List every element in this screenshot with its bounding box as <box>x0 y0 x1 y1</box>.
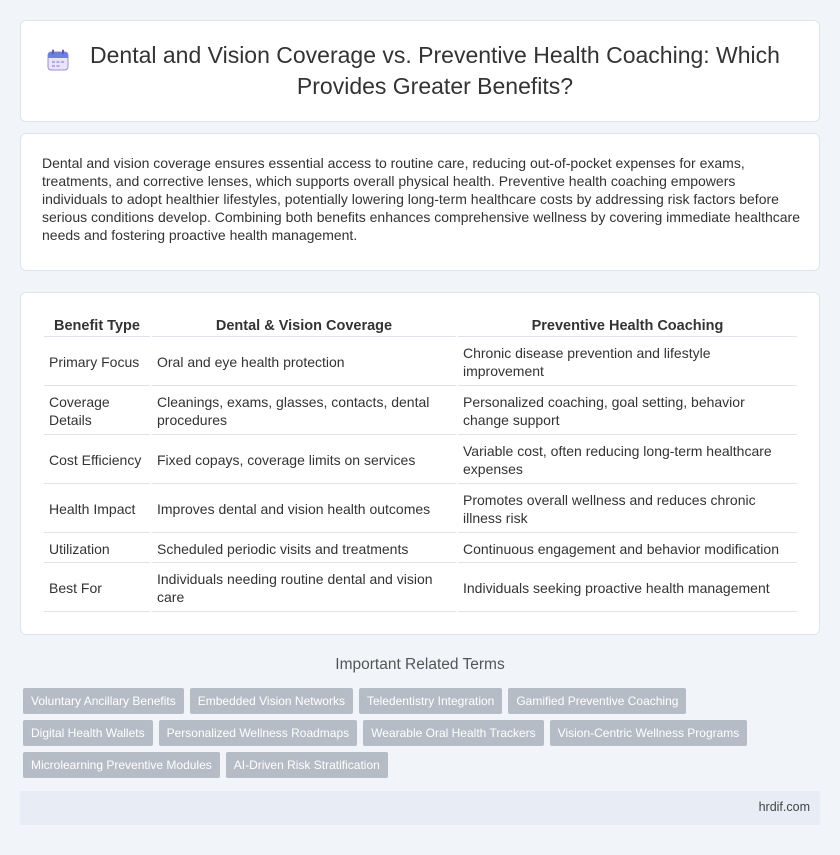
table-header-row <box>44 315 797 337</box>
related-term-tag[interactable]: Wearable Oral Health Trackers <box>363 720 544 746</box>
table-row <box>44 437 797 484</box>
related-terms-list <box>23 688 783 778</box>
table-cell: Cost Efficiency <box>44 437 150 484</box>
table-row <box>44 565 797 612</box>
table-header-cell: Dental & Vision Coverage <box>152 315 456 337</box>
related-term-tag[interactable]: Teledentistry Integration <box>359 688 502 714</box>
related-term-tag[interactable]: Microlearning Preventive Modules <box>23 752 220 778</box>
table-cell: Primary Focus <box>44 339 150 386</box>
table-header-cell: Preventive Health Coaching <box>458 315 797 337</box>
table-header-cell: Benefit Type <box>44 315 150 337</box>
related-term-tag[interactable]: AI-Driven Risk Stratification <box>226 752 388 778</box>
table-cell: Continuous engagement and behavior modification <box>458 535 797 563</box>
comparison-table-card <box>20 292 820 635</box>
table-cell: Variable cost, often reducing long-term healthcare expenses <box>458 437 797 484</box>
related-term-tag[interactable]: Digital Health Wallets <box>23 720 153 746</box>
table-cell: Best For <box>44 565 150 612</box>
intro-card <box>20 133 820 271</box>
related-term-tag[interactable]: Embedded Vision Networks <box>190 688 353 714</box>
table-cell: Individuals needing routine dental and vision care <box>152 565 456 612</box>
footer-site-link[interactable]: hrdif.com <box>758 800 810 814</box>
table-cell: Scheduled periodic visits and treatments <box>152 535 456 563</box>
table-cell: Coverage Details <box>44 388 150 435</box>
related-term-tag[interactable]: Personalized Wellness Roadmaps <box>159 720 358 746</box>
intro-paragraph: Dental and vision coverage ensures essential access to routine care, reducing out-of-pocket expenses for exams, treatments, and corrective lenses, which supports overall physical health. Preventive health coaching empowers individuals to adopt healthier lifestyles, potentially lowering long-term healthcare costs by addressing risk factors before serious conditions develop. Combining both benefits enhances comprehensive wellness by covering immediate healthcare needs and fostering proactive health management. <box>42 155 800 243</box>
table-cell: Cleanings, exams, glasses, contacts, dental procedures <box>152 388 456 435</box>
related-term-tag[interactable]: Vision-Centric Wellness Programs <box>550 720 748 746</box>
table-row <box>44 486 797 533</box>
table-row <box>44 535 797 563</box>
table-cell: Promotes overall wellness and reduces chronic illness risk <box>458 486 797 533</box>
related-terms-title: Important Related Terms <box>335 656 505 673</box>
comparison-table <box>42 313 799 614</box>
footer <box>20 791 820 825</box>
page-title: Dental and Vision Coverage vs. Preventive Health Coaching: Which Provides Greater Benefits? <box>90 42 780 99</box>
table-cell: Individuals seeking proactive health management <box>458 565 797 612</box>
table-row <box>44 339 797 386</box>
title-card <box>20 20 820 122</box>
related-term-tag[interactable]: Voluntary Ancillary Benefits <box>23 688 184 714</box>
table-cell: Personalized coaching, goal setting, behavior change support <box>458 388 797 435</box>
table-cell: Fixed copays, coverage limits on services <box>152 437 456 484</box>
table-cell: Chronic disease prevention and lifestyle improvement <box>458 339 797 386</box>
table-cell: Improves dental and vision health outcomes <box>152 486 456 533</box>
table-row <box>44 388 797 435</box>
table-cell: Oral and eye health protection <box>152 339 456 386</box>
table-cell: Utilization <box>44 535 150 563</box>
table-cell: Health Impact <box>44 486 150 533</box>
related-term-tag[interactable]: Gamified Preventive Coaching <box>508 688 686 714</box>
